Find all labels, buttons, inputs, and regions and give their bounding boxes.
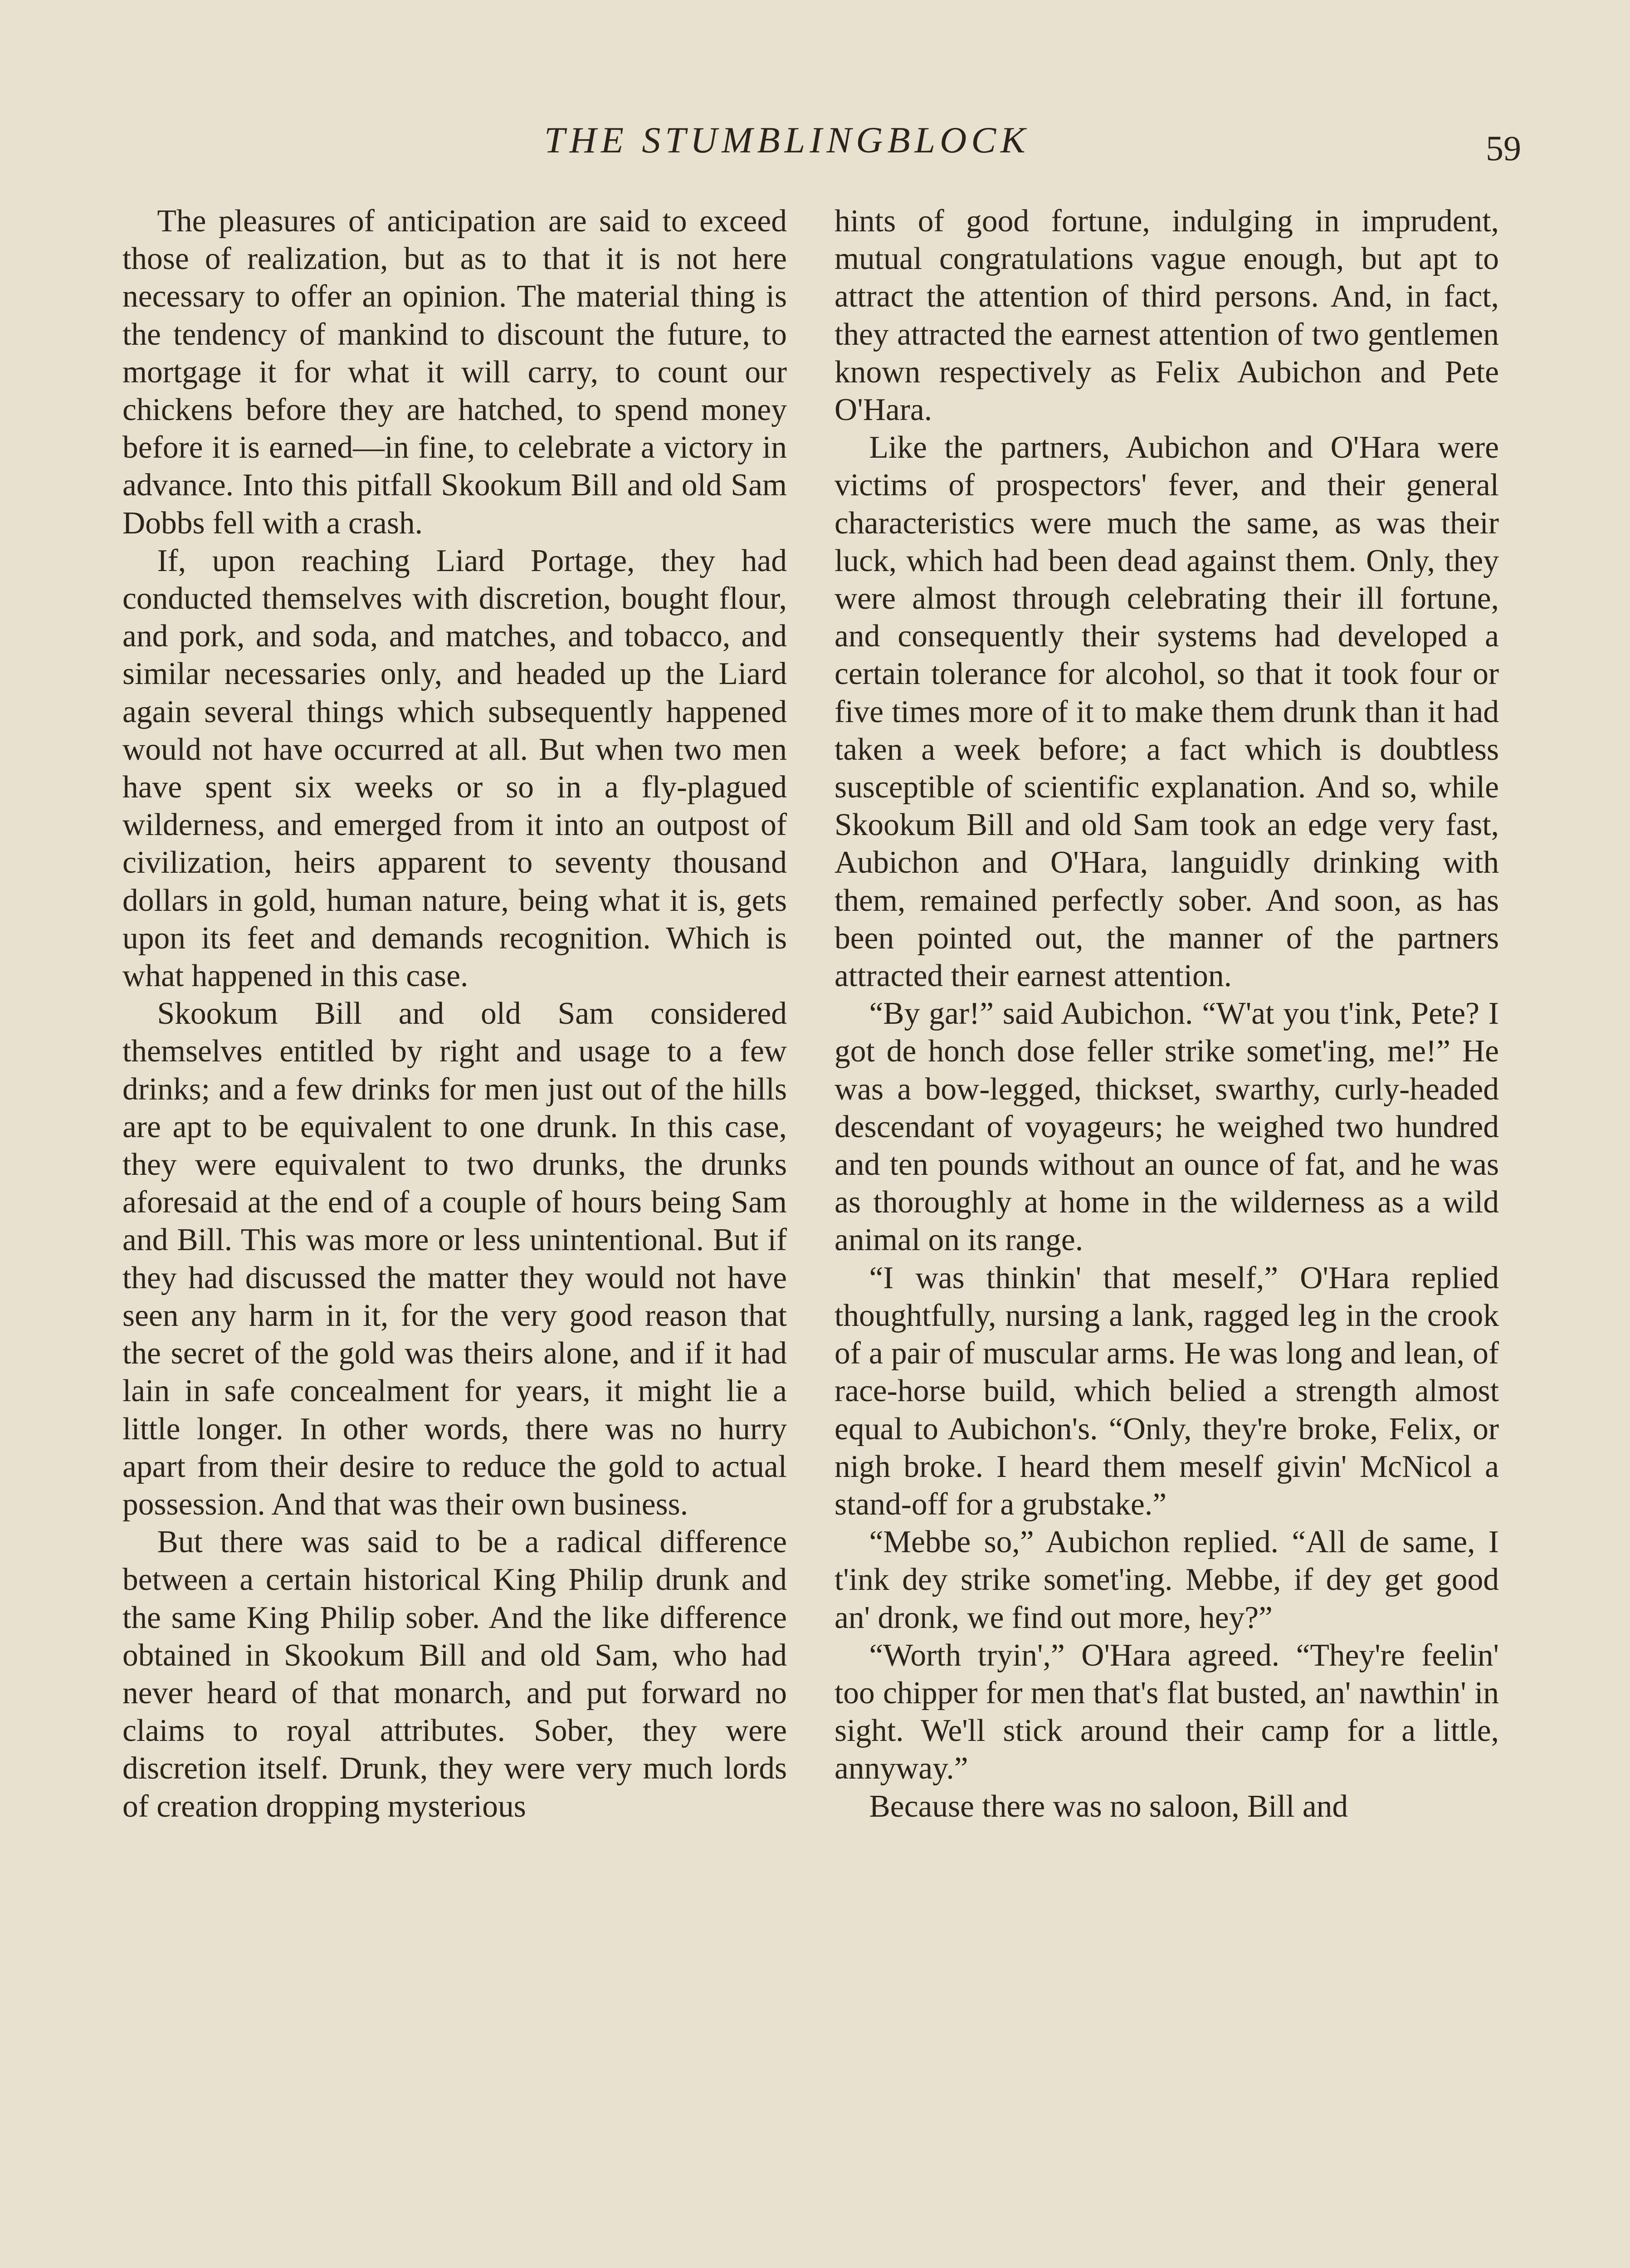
right-column	[835, 202, 1499, 2268]
paragraph: Skookum Bill and old Sam considered themselves entitled by right and usage to a few drinks; and a few drinks for men just out of the hills are apt to be equivalent to one drunk. In this case, they were equivalent to two drunks, the drunks aforesaid at the end of a couple of hours being Sam and Bill. This was more or less unintentional. But if they had discussed the matter they would not have seen any harm in it, for the very good reason that the secret of the gold was theirs alone, and if it had lain in safe concealment for years, it might lie a little longer. In other words, there was no hurry apart from their desire to reduce the gold to actual possession. And that was their own business.	[122, 996, 787, 1522]
paragraph: If, upon reaching Liard Portage, they had conducted themselves with discretion, bought flour, and pork, and soda, and matches, and tobacco, and similar necessaries only, and headed up the Liard again several things which subsequently happened would not have occurred at all. But when two men have spent six weeks or so in a fly-plagued wilderness, and emerged from it into an outpost of civilization, heirs apparent to seventy thousand dollars in gold, human nature, being what it is, gets upon its feet and demands recognition. Which is what happened in this case.	[122, 543, 787, 994]
paragraph: Like the partners, Aubichon and O'Hara were victims of prospectors' fever, and their general characteristics were much the same, as was their luck, which had been dead against them. Only, they were almost through celebrating their ill fortune, and consequently their systems had developed a certain tolerance for alcohol, so that it took four or five times more of it to make them drunk than it had taken a week before; a fact which is doubtless susceptible of scientific explanation. And so, while Skookum Bill and old Sam took an edge very fast, Aubichon and O'Hara, languidly drinking with them, remained perfectly sober. And soon, as has been pointed out, the manner of the partners attracted their earnest attention.	[835, 430, 1499, 994]
left-column	[122, 202, 787, 2268]
page-number: 59	[1486, 128, 1521, 168]
running-title: THE STUMBLINGBLOCK	[544, 119, 1030, 161]
paragraph: “Mebbe so,” Aubichon replied. “All de same, I t'ink dey strike somet'ing. Mebbe, if dey get good an' dronk, we find out more, hey?”	[835, 1525, 1499, 1635]
paragraph: The pleasures of anticipation are said to exceed those of realization, but as to that it is not here necessary to offer an opinion. The material thing is the tendency of mankind to discount the future, to mortgage it for what it will carry, to count our chickens before they are hatched, to spend money before it is earned—in fine, to celebrate a victory in advance. Into this pitfall Skookum Bill and old Sam Dobbs fell with a crash.	[122, 204, 787, 541]
paragraph: Because there was no saloon, Bill and	[869, 1789, 1348, 1824]
paragraph: “I was thinkin' that meself,” O'Hara replied thoughtfully, nursing a lank, ragged leg in the crook of a pair of muscular arms. He was long and lean, of race-horse build, which belied a strength almost equal to Aubichon's. “Only, they're broke, Felix, or nigh broke. I heard them meself givin' McNicol a stand-off for a grubstake.”	[835, 1260, 1499, 1522]
paragraph: “By gar!” said Aubichon. “W'at you t'ink, Pete? I got de honch dose feller strike somet'ing, me!” He was a bow-legged, thickset, swarthy, curly-headed descendant of voyageurs; he weighed two hundred and ten pounds without an ounce of fat, and he was as thoroughly at home in the wilderness as a wild animal on its range.	[835, 996, 1499, 1258]
paragraph-continuation: hints of good fortune, indulging in imprudent, mutual congratulations vague enough, but apt to attract the attention of third persons. And, in fact, they attracted the earnest attention of two gentlemen known respectively as Felix Aubichon and Pete O'Hara.	[835, 204, 1499, 428]
paragraph: “Worth tryin',” O'Hara agreed. “They're feelin' too chipper for men that's flat busted, an' nawthin' in sight. We'll stick around their camp for a little, annyway.”	[835, 1637, 1499, 1786]
paragraph: But there was said to be a radical difference between a certain historical King Philip drunk and the same King Philip sober. And the like difference obtained in Skookum Bill and old Sam, who had never heard of that monarch, and put forward no claims to royal attributes. Sober, they were discretion itself. Drunk, they were very much lords of creation dropping mysterious	[122, 1525, 787, 1824]
